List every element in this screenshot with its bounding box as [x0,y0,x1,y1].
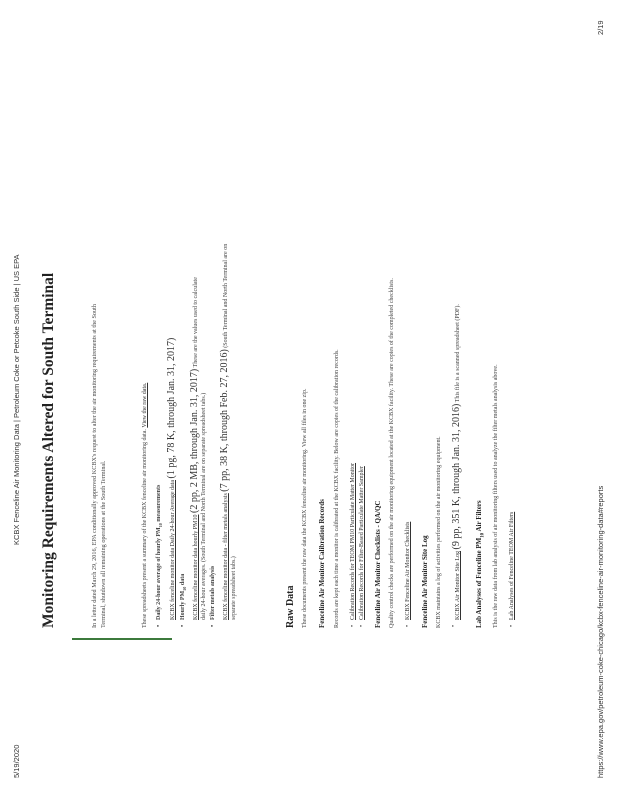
summary-item-filter-desc: KCBX fenceline monitor data - filter metals analysis (7 pp, 38 K, through Feb. 27, 2016) (South Terminal and North Terminal are on [219,243,230,620]
site-log-heading: Fenceline Air Monitor Site Log [421,535,429,628]
summary-item-hourly-label: • Hourly $PM_{10}$ data [180,574,187,620]
intro-line-2: Terminal, shutdown all remaining operations at the South Terminal. [100,460,107,628]
raw-data-heading: Raw Data [285,585,296,628]
print-page-number: 2/19 [596,20,605,35]
lab-text: This is the raw data from lab analysis of air monitoring filters used to analyze the filter metals analysis above. [493,364,499,628]
summary-item-daily-desc [166,338,177,620]
calibration-heading: Fenceline Air Monitor Calibration Records [318,499,326,628]
view-raw-data-link[interactable]: View the raw data. [142,382,148,428]
print-page-title: KCBX Fenceline Air Monitoring Data | Petroleum Coke or Petcoke South Side | US EPA [12,254,21,545]
print-url: https://www.epa.gov/petroleum-coke-chicago/kcbx-fenceline-air-monitoring-data#reports [596,485,605,778]
summary-item-filter-label: • Filter metals analysis [210,566,216,620]
site-log-text: KCBX maintains a log of activities performed on the air monitoring equipment. [436,436,442,628]
checklists-link[interactable]: • KCBX Fenceline Air Monitor Checklists [405,522,411,620]
print-date: 5/19/2020 [12,744,21,778]
summary-item-hourly-desc-2: daily 24-hour averages. (South Terminal and North Terminal are on separate spreadsheet tabs.) [201,392,207,620]
filter-metals-link[interactable]: KCBX fenceline monitor data - filter metals analysis [223,493,229,620]
summary-item-hourly-desc: KCBX fenceline monitor data hourly PM10 (2 pp, 2 MB, through Jan. 31, 2017) These are the values used to calculate [189,277,200,620]
calibration-filter-link[interactable]: • Calibration Records for Filter-Based Particulate Matter Sampler [359,466,365,620]
page-title: Monitoring Requirements Altered for South Terminal [40,272,57,628]
summary-item-daily-label: • Daily 24-hour average of hourly $PM_{10}$ measurements [156,485,163,620]
raw-data-text: These documents present the raw data the KCBX fenceline air monitoring. View all files in one zip. [302,388,308,628]
summary-intro-text: These spreadsheets present a summary of the KCBX fenceline air monitoring data. [142,429,148,628]
calibration-text: Records are kept each time a monitor is calibrated at the KCBX facility. Below are copies of the calibration records. [334,349,340,628]
accent-rule [72,638,172,640]
site-log-item: • KCBX Air Monitor Site Log (9 pp, 351 K, through Jan. 31, 2016) This file is a scanned spreadsheet (PDF). [451,304,462,620]
checklists-heading: Fenceline Air Monitor Checklists - QA/QC [374,500,382,628]
calibration-teom-link[interactable]: • Calibration Records for TEOM PM10 Particulate Matter Monitor [350,463,356,620]
daily-average-size: (1 pg, 78 K, through Jan. 31, 2017) [166,337,177,479]
lab-heading: Lab Analyses of Fenceline $PM_{10}$ Air Filters [475,500,486,628]
summary-item-filter-desc-2: separate spreadsheet tabs.) [231,556,237,620]
filter-metals-size: (7 pp, 38 K, through Feb. 27, 2016) [219,349,230,492]
hourly-pm10-size: (2 pp, 2 MB, through Jan. 31, 2017) [189,368,200,514]
intro-line-1: In a letter dated March 29, 2016, EPA conditionally approved KCBX's request to alter the air monitoring requirements at the South [91,304,98,628]
lab-filters-link[interactable]: • Lab Analyses of Fenceline TEOM Air Filters [509,512,515,620]
checklists-text: Quality control checks are performed on the air monitoring equipment located at the KCBX facility. These are copies of the completed checklists. [389,278,395,628]
summary-intro [142,383,148,628]
site-log-size: (9 pp, 351 K, through Jan. 31, 2016) [451,403,462,550]
site-log-link[interactable]: KCBX Air Monitor Site Log [455,550,461,620]
daily-average-link[interactable]: KCBX fenceline monitor data Daily 24-hour Average data [170,479,176,620]
hourly-pm10-link[interactable]: KCBX fenceline monitor data hourly PM10 [193,514,199,620]
